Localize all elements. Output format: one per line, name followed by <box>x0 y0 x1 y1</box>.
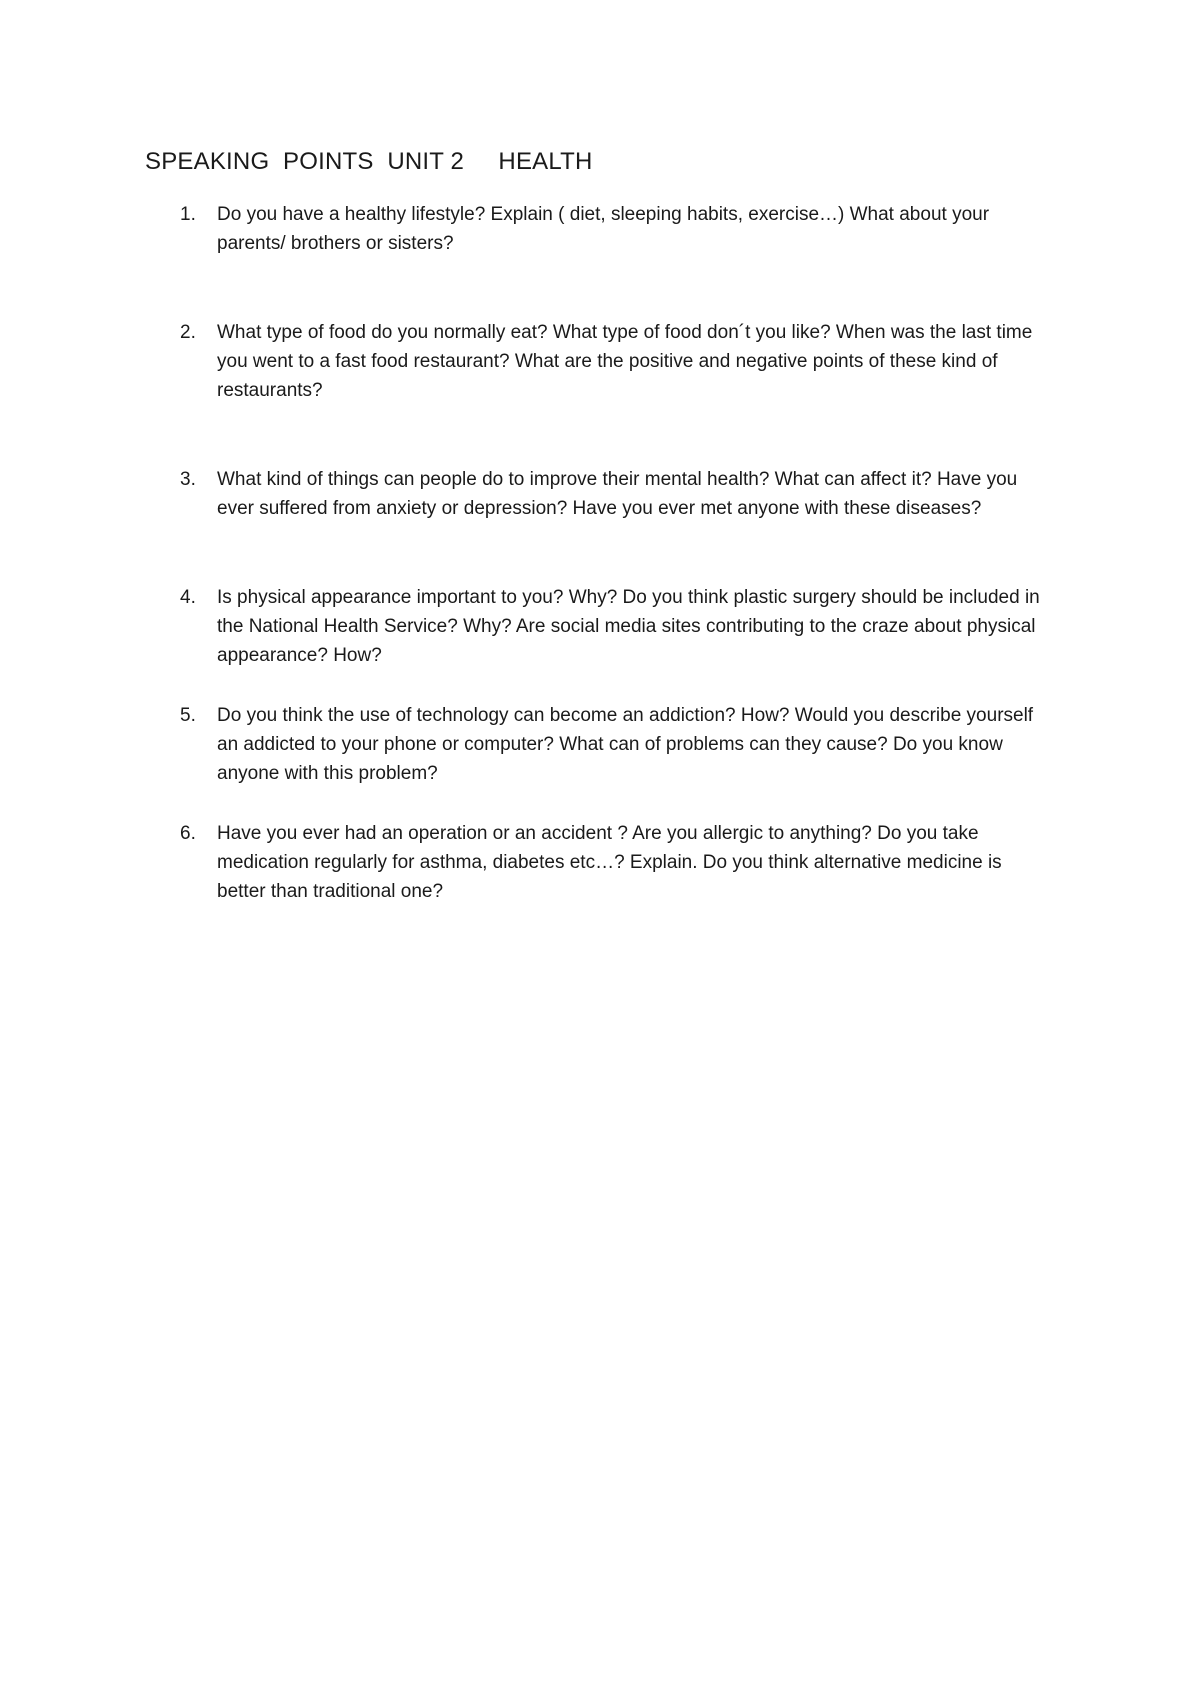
item-text: Do you think the use of technology can become an addiction? How? Would you describe yourself an addicted to your phone or computer? What can of problems can they cause? Do you know anyone with this problem? <box>217 705 1034 784</box>
item-number: 1. <box>180 204 196 225</box>
item-text: Have you ever had an operation or an accident ? Are you allergic to anything? Do you take medication regularly for asthma, diabetes etc…? Explain. Do you think alternative medicine is better than traditional one? <box>217 823 1002 902</box>
item-text: What type of food do you normally eat? What type of food don´t you like? When was the last time you went to a fast food restaurant? What are the positive and negative points of these kind of restaurants? <box>217 322 1033 401</box>
item-number: 3. <box>180 469 196 490</box>
page-title: SPEAKING POINTS UNIT 2 HEALTH <box>145 148 593 175</box>
item-number: 5. <box>180 705 196 726</box>
item-number: 6. <box>180 823 196 844</box>
item-number: 2. <box>180 322 196 343</box>
item-number: 4. <box>180 587 196 608</box>
item-text: Is physical appearance important to you? Why? Do you think plastic surgery should be included in the National Health Service? Why? Are social media sites contributing to the craze about physical appearance? How? <box>217 587 1040 666</box>
item-text: What kind of things can people do to improve their mental health? What can affect it? Have you ever suffered from anxiety or depression? Have you ever met anyone with these diseases? <box>217 469 1018 519</box>
item-text: Do you have a healthy lifestyle? Explain ( diet, sleeping habits, exercise…) What about your parents/ brothers or sisters? <box>217 204 990 254</box>
